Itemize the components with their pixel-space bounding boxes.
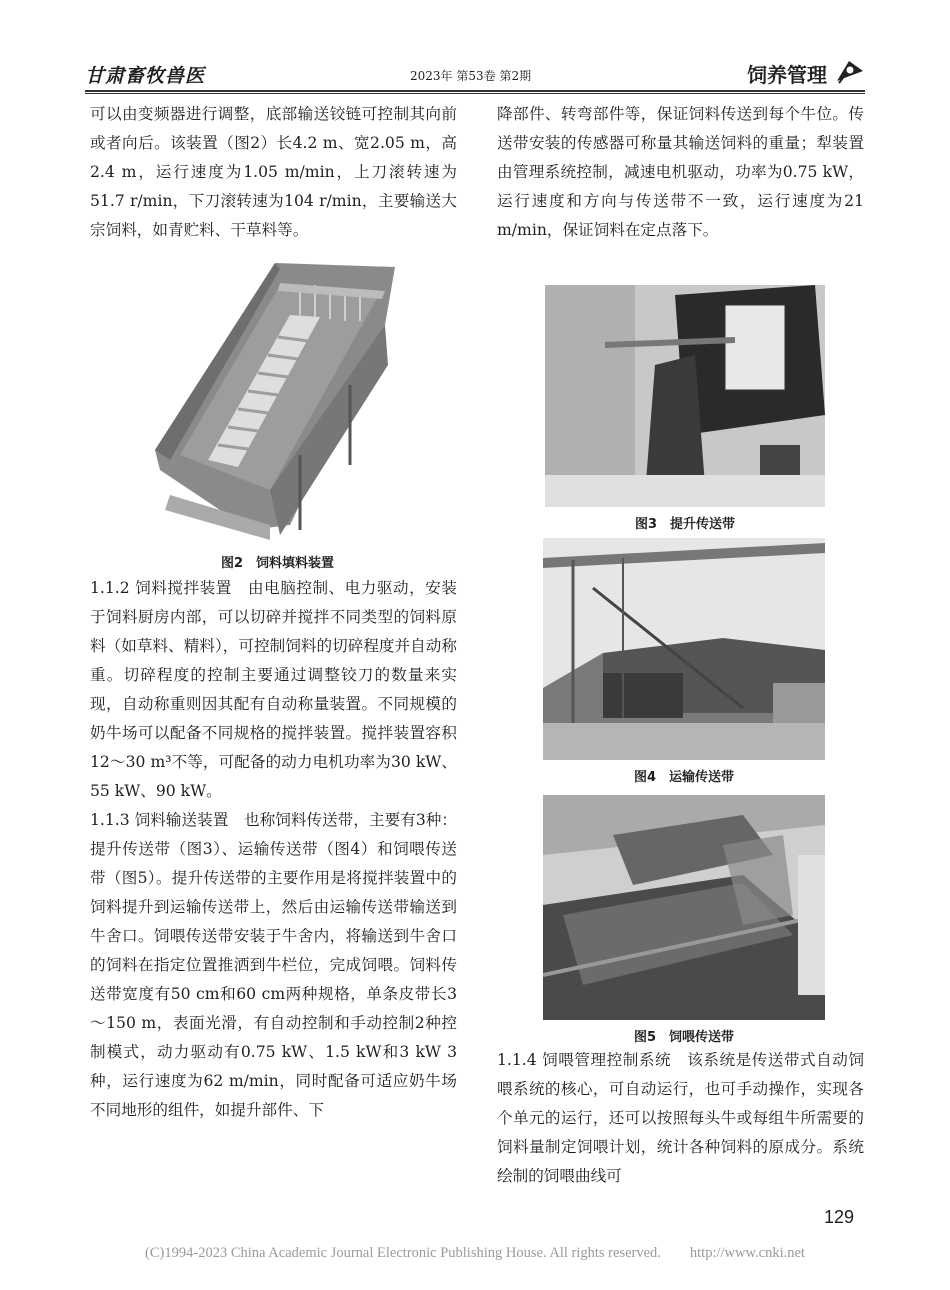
right-column (497, 100, 864, 245)
section-title: 饲养管理 (747, 63, 827, 87)
page-number: 129 (823, 1207, 854, 1227)
figure-4-image (543, 538, 825, 760)
feeding-conveyor-photo (543, 795, 825, 1020)
paragraph: 1.1.4 饲喂管理控制系统 该系统是传送带式自动饲喂系统的核心，可自动运行，也可手动操作，实现各个单元的运行，还可以按照每头牛或每组牛所需要的饲料量制定饲喂计划，统计各种饲料的原成分。系统绘制的饲喂曲线可 (497, 1051, 864, 1185)
paragraph: 1.1.3 饲料输送装置 也称饲料传送带，主要有3种：提升传送带（图3）、运输传送带（图4）和饲喂传送带（图5）。提升传送带的主要作用是将搅拌装置中的饲料提升到运输传送带上，然后由运输传送带输送到牛舍口。饲喂传送带安装于牛舍内，将输送到牛舍口的饲料在指定位置推洒到牛栏位，完成饲喂。饲料传送带宽度有50 cm和60 cm两种规格，单条皮带长3～150 m，表面光滑，有自动控制和手动控制2种控制模式，动力驱动有0.75 kW、1.5 kW和3 kW 3种，运行速度为62 m/min，同时配备可适应奶牛场不同地形的组件，如提升部件、下 (90, 811, 457, 1119)
paragraph: 可以由变频器进行调整，底部输送铰链可控制其向前或者向后。该装置（图2）长4.2 m、宽2.05 m，高2.4 m，运行速度为1.05 m/min，上刀滚转速为51.7 r/min，下刀滚转速为104 r/min，主要输送大宗饲料，如青贮料、干草料等。 (90, 105, 457, 239)
figure-3-caption: 图3 提升传送带 (634, 517, 736, 532)
header-rule (85, 90, 865, 92)
left-column (90, 100, 457, 245)
right-column-continued (497, 1046, 864, 1191)
journal-logo-icon (835, 57, 865, 85)
paragraph: 1.1.2 饲料搅拌装置 由电脑控制、电力驱动，安装于饲料厨房内部，可以切碎并搅拌不同类型的饲料原料（如草料、精料），可控制饲料的切碎程度并自动称重。切碎程度的控制主要通过调整铰刀的数量来实现，自动称重则因其配有自动称量装置。不同规模的奶牛场可以配备不同规格的搅拌装置。搅拌装置容积12～30 m³不等，可配备的动力电机功率为30 kW、55 kW、90 kW。 (90, 579, 457, 800)
header-rule-thin (85, 93, 865, 94)
figure-4-caption: 图4 运输传送带 (633, 770, 735, 785)
paragraph: 降部件、转弯部件等，保证饲料传送到每个牛位。传送带安装的传感器可称量其输送饲料的重量；犁装置由管理系统控制，减速电机驱动，功率为0.75 kW，运行速度和方向与传送带不一致，运行速度为21 m/min，保证饲料在定点落下。 (497, 105, 864, 239)
lift-conveyor-photo (545, 285, 825, 507)
figure-5-image (543, 795, 825, 1020)
figure-3-image (545, 285, 825, 507)
copyright-footer: (C)1994-2023 China Academic Journal Electronic Publishing House. All rights reserved. http://www.cnki.net (145, 1245, 805, 1261)
transport-conveyor-photo (543, 538, 825, 760)
journal-name: 甘肃畜牧兽医 (85, 65, 206, 87)
left-column-continued (90, 574, 457, 1125)
issue-info: 2023年 第53卷 第2期 (410, 69, 532, 83)
figure-2 (150, 255, 405, 540)
feed-filling-device-image (150, 255, 405, 540)
page-header (85, 55, 865, 91)
figure-2-caption: 图2 饲料填料装置 (220, 556, 335, 571)
figure-5-caption: 图5 饲喂传送带 (633, 1030, 735, 1045)
